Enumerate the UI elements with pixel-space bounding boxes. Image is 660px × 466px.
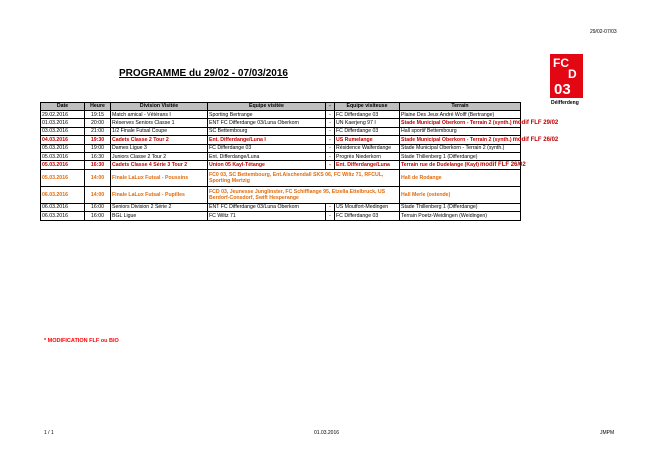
cell-home-team: Ent. Differdange/Luna xyxy=(208,152,326,160)
club-logo xyxy=(550,54,583,106)
cell-time: 20:00 xyxy=(85,119,111,127)
cell-division: Cadets Classe 4 Série 3 Tour 2 xyxy=(111,161,208,169)
logo-number: 03 xyxy=(554,81,571,98)
schedule-table xyxy=(40,102,559,221)
cell-division: Dames Ligue 3 xyxy=(111,144,208,152)
table-row xyxy=(41,203,521,211)
modification-flag: modif FLF 26/02 xyxy=(512,136,559,143)
print-date: 29/02-07/03 xyxy=(590,29,617,35)
cell-away-team: FC Differdange 03 xyxy=(335,212,400,220)
cell-home-team: FC Differdange 03 xyxy=(208,144,326,152)
cell-date: 03.03.2016 xyxy=(41,127,85,135)
cell-venue: Terrain Poetz-Weidingen (Weidingen) xyxy=(400,212,521,220)
logo-town: Déifferdeng xyxy=(551,100,579,106)
cell-dash: - xyxy=(326,119,335,127)
cell-time: 19:30 xyxy=(85,136,111,144)
cell-date: 05.03.2016 xyxy=(41,169,85,186)
cell-dash: - xyxy=(326,127,335,135)
cell-date: 06.03.2016 xyxy=(41,203,85,211)
cell-date: 04.03.2016 xyxy=(41,136,85,144)
cell-division: Finale LaLux Futsal - Pupilles xyxy=(111,186,208,203)
table-row xyxy=(41,212,521,220)
cell-division: Finale LaLux Futsal - Poussins xyxy=(111,169,208,186)
cell-venue: Plaine Des Jeux André Wolff (Bertrange) xyxy=(400,111,521,119)
col-venue: Terrain xyxy=(400,103,521,111)
table-header-row xyxy=(41,103,521,111)
cell-home-team: SC Bettembourg xyxy=(208,127,326,135)
cell-venue: Hall sportif Bettembourg xyxy=(400,127,521,135)
cell-division: Match amical - Vétérans I xyxy=(111,111,208,119)
cell-away-team: Résidence Walferdange xyxy=(335,144,400,152)
cell-home-team: FCD 03, Jeunesse Junglinster, FC Schifflange 95, Etzella Ettelbruck, US Berdorf-Consdorf, Swift Hesperange xyxy=(208,186,400,203)
table-row xyxy=(41,152,521,160)
cell-time: 21:00 xyxy=(85,127,111,135)
cell-home-team: FC Wiltz 71 xyxy=(208,212,326,220)
cell-venue: Hall de Rodange xyxy=(400,169,521,186)
cell-division: Cadets Classe 2 Tour 2 xyxy=(111,136,208,144)
cell-date: 06.03.2016 xyxy=(41,212,85,220)
cell-home-team: ENT FC Differdange 03/Luna Oberkorn xyxy=(208,203,326,211)
cell-dash: - xyxy=(326,203,335,211)
cell-time: 14:00 xyxy=(85,186,111,203)
cell-away-team: US Rumelange xyxy=(335,136,400,144)
cell-venue: Stade Municipal Oberkorn - Terrain 2 (synth.) xyxy=(400,144,521,152)
page-number: 1 / 1 xyxy=(44,430,54,436)
venue-name: Terrain rue de Dudelange (Kayl) xyxy=(401,161,480,168)
cell-venue xyxy=(400,161,526,169)
modification-flag: modif FLF 29/02 xyxy=(512,119,559,126)
cell-dash: - xyxy=(326,161,335,169)
cell-division: Juniors Classe 2 Tour 2 xyxy=(111,152,208,160)
col-home-team: Equipe visitée xyxy=(208,103,326,111)
cell-dash: - xyxy=(326,144,335,152)
cell-date: 05.03.2016 xyxy=(41,152,85,160)
cell-away-team: FC Differdange 03 xyxy=(335,111,400,119)
cell-away-team: FC Differdange 03 xyxy=(335,127,400,135)
table-row xyxy=(41,186,521,203)
col-division: Division Visitée xyxy=(111,103,208,111)
cell-dash: - xyxy=(326,136,335,144)
table-row xyxy=(41,169,521,186)
cell-time: 19:15 xyxy=(85,111,111,119)
cell-time: 19:00 xyxy=(85,144,111,152)
col-away-team: Equipe visiteuse xyxy=(335,103,400,111)
cell-venue: Stade Thillenberg 1 (Differdange) xyxy=(400,152,521,160)
cell-division: Réserves Seniors Classe 1 xyxy=(111,119,208,127)
cell-division: Seniors Division 2 Série 2 xyxy=(111,203,208,211)
cell-date: 05.03.2016 xyxy=(41,161,85,169)
cell-home-team: Sporting Bertrange xyxy=(208,111,326,119)
cell-date: 05.03.2016 xyxy=(41,144,85,152)
table-row xyxy=(41,119,521,127)
table-row xyxy=(41,144,521,152)
cell-time: 14:00 xyxy=(85,169,111,186)
page-title: PROGRAMME du 29/02 - 07/03/2016 xyxy=(119,68,288,79)
logo-d: D xyxy=(568,67,577,81)
venue-name: Stade Municipal Oberkorn - Terrain 2 (synth.) xyxy=(401,119,512,126)
cell-dash: - xyxy=(326,111,335,119)
venue-name: Stade Municipal Oberkorn - Terrain 2 (synth.) xyxy=(401,136,512,143)
footer-author: JMPM xyxy=(600,430,615,436)
cell-venue: Stade Thillenberg 1 (Differdange) xyxy=(400,203,521,211)
cell-away-team: Progrès Niederkorn xyxy=(335,152,400,160)
table-row xyxy=(41,127,521,135)
col-dash: - xyxy=(326,103,335,111)
footer-date: 01.03.2016 xyxy=(314,430,340,436)
cell-division: 1/2 Finale Futsal Coupe xyxy=(111,127,208,135)
cell-time: 16:00 xyxy=(85,212,111,220)
cell-dash: - xyxy=(326,152,335,160)
cell-time: 16:30 xyxy=(85,161,111,169)
cell-away-team: UN Kaerjeng 97 I xyxy=(335,119,400,127)
cell-away-team: Ent. Differdange/Luna xyxy=(335,161,400,169)
table-row xyxy=(41,111,521,119)
cell-date: 06.03.2016 xyxy=(41,186,85,203)
table-row xyxy=(41,161,521,169)
cell-date: 29.02.2016 xyxy=(41,111,85,119)
modification-note: * MODIFICATION FLF ou BIO xyxy=(44,338,119,344)
logo-fc: FC xyxy=(553,56,569,70)
cell-away-team: US Moutfort-Medingen xyxy=(335,203,400,211)
cell-time: 16:00 xyxy=(85,203,111,211)
cell-home-team: Ent. Differdange/Luna I xyxy=(208,136,326,144)
col-time: Heure xyxy=(85,103,111,111)
cell-home-team: FC0 03, SC Bettembourg, Ent.Aischendall SKS 06, FC Wiltz 71, RFCUL, Sporting Mertzig xyxy=(208,169,400,186)
cell-time: 16:30 xyxy=(85,152,111,160)
cell-venue xyxy=(400,119,559,127)
cell-division: BGL Ligue xyxy=(111,212,208,220)
cell-home-team: ENT FC Differdange 03/Luna Oberkorn xyxy=(208,119,326,127)
cell-dash: - xyxy=(326,212,335,220)
cell-venue: Hall Merle (ostende) xyxy=(400,186,521,203)
cell-date: 01.03.2016 xyxy=(41,119,85,127)
cell-venue xyxy=(400,136,559,144)
table-row xyxy=(41,136,521,144)
cell-home-team: Union 05 Kayl-Tétange xyxy=(208,161,326,169)
modification-flag: modif FLF 26/02 xyxy=(480,161,526,168)
col-date: Date xyxy=(41,103,85,111)
